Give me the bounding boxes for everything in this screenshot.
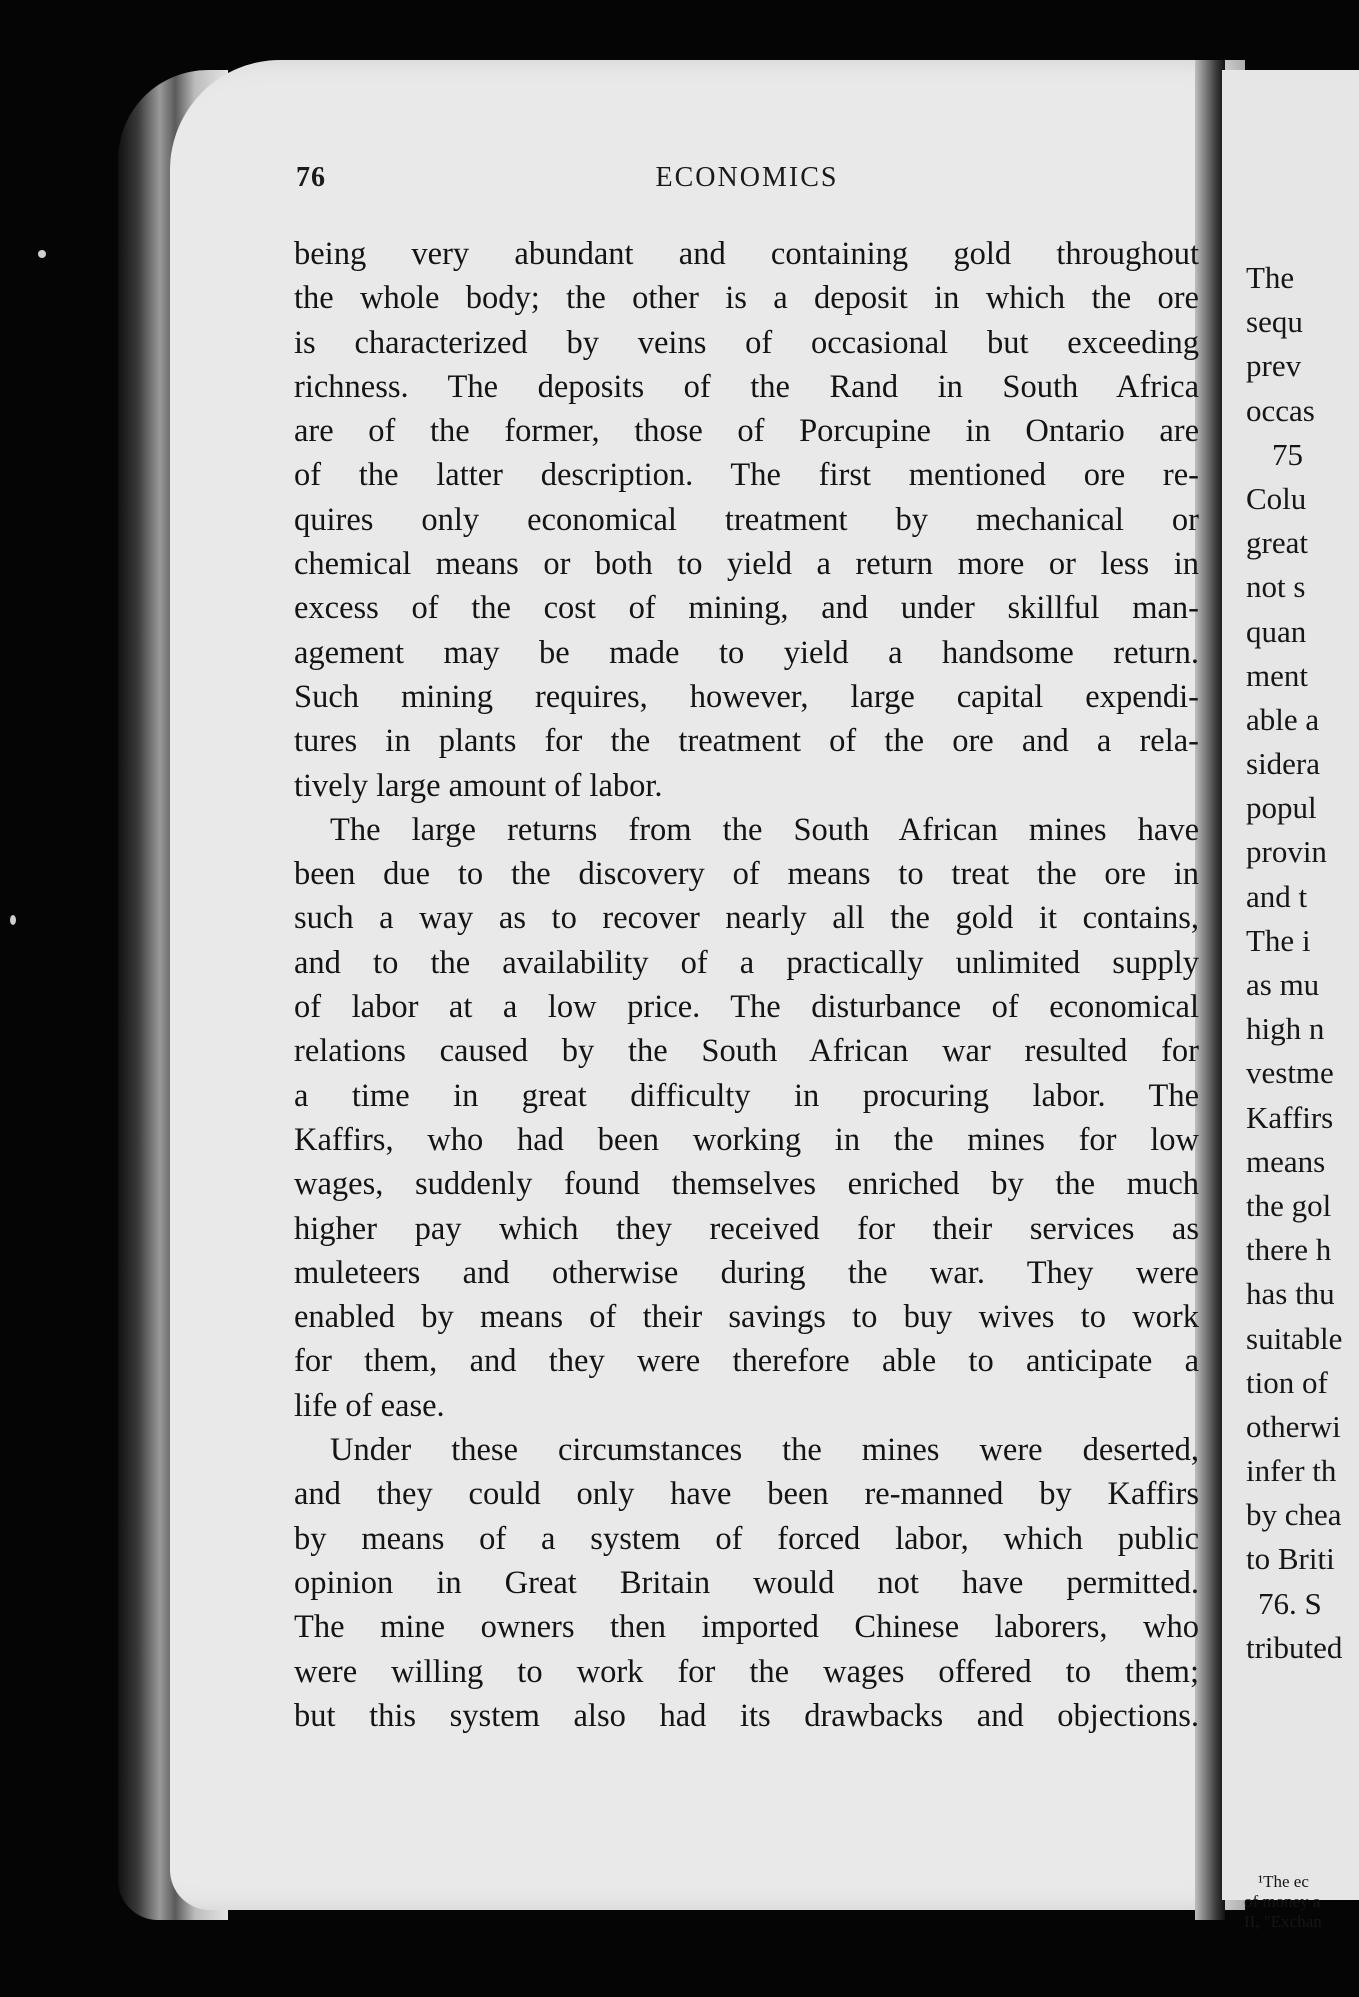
text-fragment: by chea xyxy=(1246,1497,1342,1533)
text-fragment: prev xyxy=(1246,348,1302,384)
text-line: of the latter description. The first mentioned ore re- xyxy=(294,457,1199,494)
dust-speck xyxy=(38,250,46,258)
footnote-fragment: ¹The ec xyxy=(1258,1872,1309,1891)
text-fragment: the gol xyxy=(1246,1187,1332,1223)
text-fragment: ment xyxy=(1246,657,1308,693)
book-gutter xyxy=(1195,60,1225,1920)
text-line: by means of a system of forced labor, which public xyxy=(294,1520,1199,1557)
text-fragment: tion of xyxy=(1246,1364,1328,1400)
text-fragment: The i xyxy=(1246,922,1311,958)
text-line: were willing to work for the wages offered to them; xyxy=(294,1653,1199,1690)
text-fragment: suitable xyxy=(1246,1320,1343,1356)
text-fragment: sequ xyxy=(1246,304,1303,340)
text-line: opinion in Great Britain would not have permitted. xyxy=(294,1564,1199,1601)
text-line: tures in plants for the treatment of the ore and a rela- xyxy=(294,723,1199,760)
text-fragment: there h xyxy=(1246,1232,1332,1268)
running-head xyxy=(296,162,1198,202)
text-fragment: sidera xyxy=(1246,746,1321,782)
text-line: wages, suddenly found themselves enriched by the much xyxy=(294,1166,1199,1203)
text-line: a time in great difficulty in procuring labor. The xyxy=(294,1077,1199,1114)
right-page-footnote xyxy=(1244,1872,1359,1932)
text-fragment: vestme xyxy=(1246,1055,1334,1091)
dust-speck xyxy=(10,915,16,925)
footnote-fragment: of money a xyxy=(1244,1892,1321,1911)
text-fragment: tributed xyxy=(1246,1629,1343,1665)
text-line: agement may be made to yield a handsome return. xyxy=(294,634,1199,671)
running-head-title: ECONOMICS xyxy=(655,162,839,193)
text-line: for them, and they were therefore able to anticipate a xyxy=(294,1343,1199,1380)
text-line: and to the availability of a practically unlimited supply xyxy=(294,944,1199,981)
text-line: and they could only have been re-manned by Kaffirs xyxy=(294,1476,1199,1513)
text-fragment: high n xyxy=(1246,1011,1325,1047)
text-fragment: and t xyxy=(1246,878,1308,914)
text-fragment: Colu xyxy=(1246,480,1307,516)
text-line: are of the former, those of Porcupine in Ontario are xyxy=(294,413,1199,450)
right-page-text xyxy=(1246,256,1359,1670)
text-fragment: to Briti xyxy=(1246,1541,1335,1577)
text-line: chemical means or both to yield a return more or less in xyxy=(294,546,1199,583)
text-line: of labor at a low price. The disturbance of economical xyxy=(294,989,1199,1026)
paragraph-start-line: Under these circumstances the mines were deserted, xyxy=(330,1432,1199,1469)
text-fragment: Kaffirs xyxy=(1246,1099,1334,1135)
text-line: relations caused by the South African war resulted for xyxy=(294,1033,1199,1070)
text-line: Such mining requires, however, large capital expendi- xyxy=(294,678,1199,715)
text-line: is characterized by veins of occasional but exceeding xyxy=(294,324,1199,361)
text-line: higher pay which they received for their services as xyxy=(294,1210,1199,1247)
page-number: 76 xyxy=(296,162,326,193)
text-line: muleteers and otherwise during the war. They were xyxy=(294,1254,1199,1291)
text-fragment: 76. S xyxy=(1258,1585,1322,1621)
text-fragment: not s xyxy=(1246,569,1306,605)
text-line: quires only economical treatment by mechanical or xyxy=(294,501,1199,538)
text-fragment: provin xyxy=(1246,834,1327,870)
text-fragment: occas xyxy=(1246,392,1315,428)
footnote-fragment: II, "Exchan xyxy=(1244,1912,1322,1931)
text-line: The mine owners then imported Chinese laborers, who xyxy=(294,1609,1199,1646)
text-fragment: popul xyxy=(1246,790,1317,826)
text-line: been due to the discovery of means to treat the ore in xyxy=(294,856,1199,893)
text-fragment: otherwi xyxy=(1246,1408,1341,1444)
text-line: tively large amount of labor. xyxy=(294,767,663,804)
text-fragment: means xyxy=(1246,1143,1326,1179)
text-line: richness. The deposits of the Rand in South Africa xyxy=(294,368,1199,405)
text-fragment: has thu xyxy=(1246,1276,1335,1312)
left-page-text xyxy=(294,232,1199,1738)
text-fragment: able a xyxy=(1246,701,1320,737)
text-fragment: as mu xyxy=(1246,967,1320,1002)
text-fragment: infer th xyxy=(1246,1453,1337,1489)
text-line: being very abundant and containing gold throughout xyxy=(294,236,1199,272)
text-fragment: The xyxy=(1246,260,1295,295)
text-line: excess of the cost of mining, and under skillful man- xyxy=(294,590,1199,627)
text-fragment: great xyxy=(1246,525,1308,561)
text-line: enabled by means of their savings to buy wives to work xyxy=(294,1299,1199,1336)
text-line: the whole body; the other is a deposit in which the ore xyxy=(294,280,1199,317)
text-line: such a way as to recover nearly all the gold it contains, xyxy=(294,900,1199,937)
text-line: Kaffirs, who had been working in the mines for low xyxy=(294,1121,1199,1158)
text-fragment: 75 xyxy=(1272,436,1303,472)
text-line: but this system also had its drawbacks and objections. xyxy=(294,1697,1199,1734)
paragraph-start-line: The large returns from the South African mines have xyxy=(330,811,1199,848)
text-fragment: quan xyxy=(1246,613,1307,649)
text-line: life of ease. xyxy=(294,1387,445,1424)
